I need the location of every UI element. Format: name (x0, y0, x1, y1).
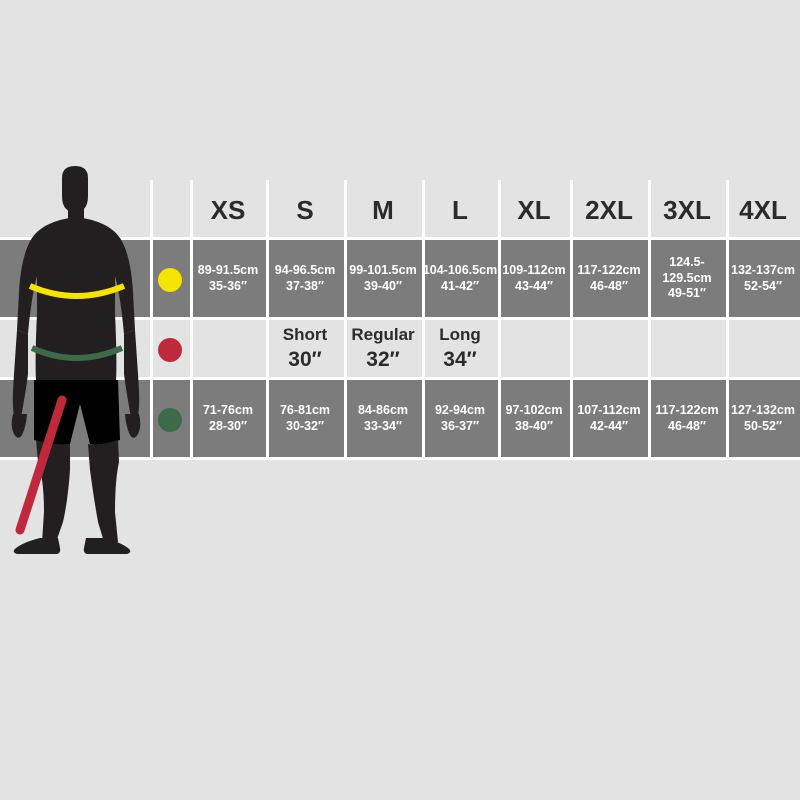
table-cell (726, 240, 800, 317)
waist-dot (158, 408, 182, 432)
column-header-2xl: 2XL (585, 194, 633, 225)
table-cell (190, 380, 266, 457)
cell-cm: 84-86cm (357, 402, 409, 417)
cell-inch: 46-48″ (668, 418, 706, 433)
column-header-xs: XS (210, 194, 246, 225)
inseam-dot (158, 338, 182, 362)
cell-cm: 104-106.5cm (422, 262, 498, 277)
cell-cm: 117-122cm (577, 262, 641, 277)
cell-cm: 132-137cm (731, 262, 795, 277)
table-cell (498, 240, 570, 317)
cell-inch: 46-48″ (590, 278, 628, 293)
cell-inch: 49-51″ (668, 286, 706, 301)
table-cell (266, 240, 344, 317)
cell-inch: 42-44″ (590, 418, 628, 433)
cell-inch: 41-42″ (441, 278, 479, 293)
cell-inch: 38-40″ (515, 418, 553, 433)
table-cell (190, 240, 266, 317)
cell-num: 30″ (288, 347, 322, 371)
table-cell (648, 240, 726, 317)
cell-inch: 30-32″ (286, 418, 324, 433)
chest-dot (158, 268, 182, 292)
cell-cm: 117-122cm (655, 402, 719, 417)
table-cell (570, 240, 648, 317)
table-cell (570, 380, 648, 457)
column-header-s: S (296, 194, 314, 225)
cell-num: 34″ (443, 347, 477, 371)
cell-cm: 99-101.5cm (349, 262, 417, 277)
body-silhouette (0, 0, 160, 800)
cell-cm: 97-102cm (505, 402, 563, 417)
cell-inch: 36-37″ (441, 418, 479, 433)
cell-inch: 52-54″ (744, 278, 782, 293)
table-cell (422, 240, 498, 317)
column-header-m: M (372, 194, 394, 225)
column-header-4xl: 4XL (739, 194, 787, 225)
cell-inch: 37-38″ (286, 278, 324, 293)
cell-cm: 92-94cm (434, 402, 486, 417)
column-header-3xl: 3XL (663, 194, 711, 225)
table-cell (422, 320, 498, 377)
cell-inch: 50-52″ (744, 418, 782, 433)
cell-cm: 127-132cm (731, 402, 795, 417)
cell-inch: 39-40″ (364, 278, 402, 293)
cell-num: 32″ (366, 347, 400, 371)
cell-cm: 89-91.5cm (197, 262, 259, 277)
cell-cm: 109-112cm (502, 262, 566, 277)
cell-word: Regular (351, 325, 415, 345)
cell-inch: 35-36″ (209, 278, 247, 293)
cell-inch: 28-30″ (209, 418, 247, 433)
table-cell (266, 380, 344, 457)
table-cell (344, 240, 422, 317)
cell-cm: 71-76cm (202, 402, 254, 417)
column-header-l: L (452, 194, 468, 225)
cell-cm: 76-81cm (279, 402, 331, 417)
cell-cm: 124.5-129.5cm (662, 255, 712, 285)
table-cell (266, 320, 344, 377)
cell-inch: 43-44″ (515, 278, 553, 293)
table-cell (498, 380, 570, 457)
cell-inch: 33-34″ (364, 418, 402, 433)
cell-cm: 107-112cm (577, 402, 641, 417)
table-cell (344, 320, 422, 377)
table-cell (422, 380, 498, 457)
cell-cm: 94-96.5cm (274, 262, 336, 277)
table-cell (344, 380, 422, 457)
table-cell (726, 380, 800, 457)
cell-word: Long (439, 325, 481, 345)
table-cell (648, 380, 726, 457)
cell-word: Short (282, 325, 328, 345)
column-header-xl: XL (517, 194, 551, 225)
